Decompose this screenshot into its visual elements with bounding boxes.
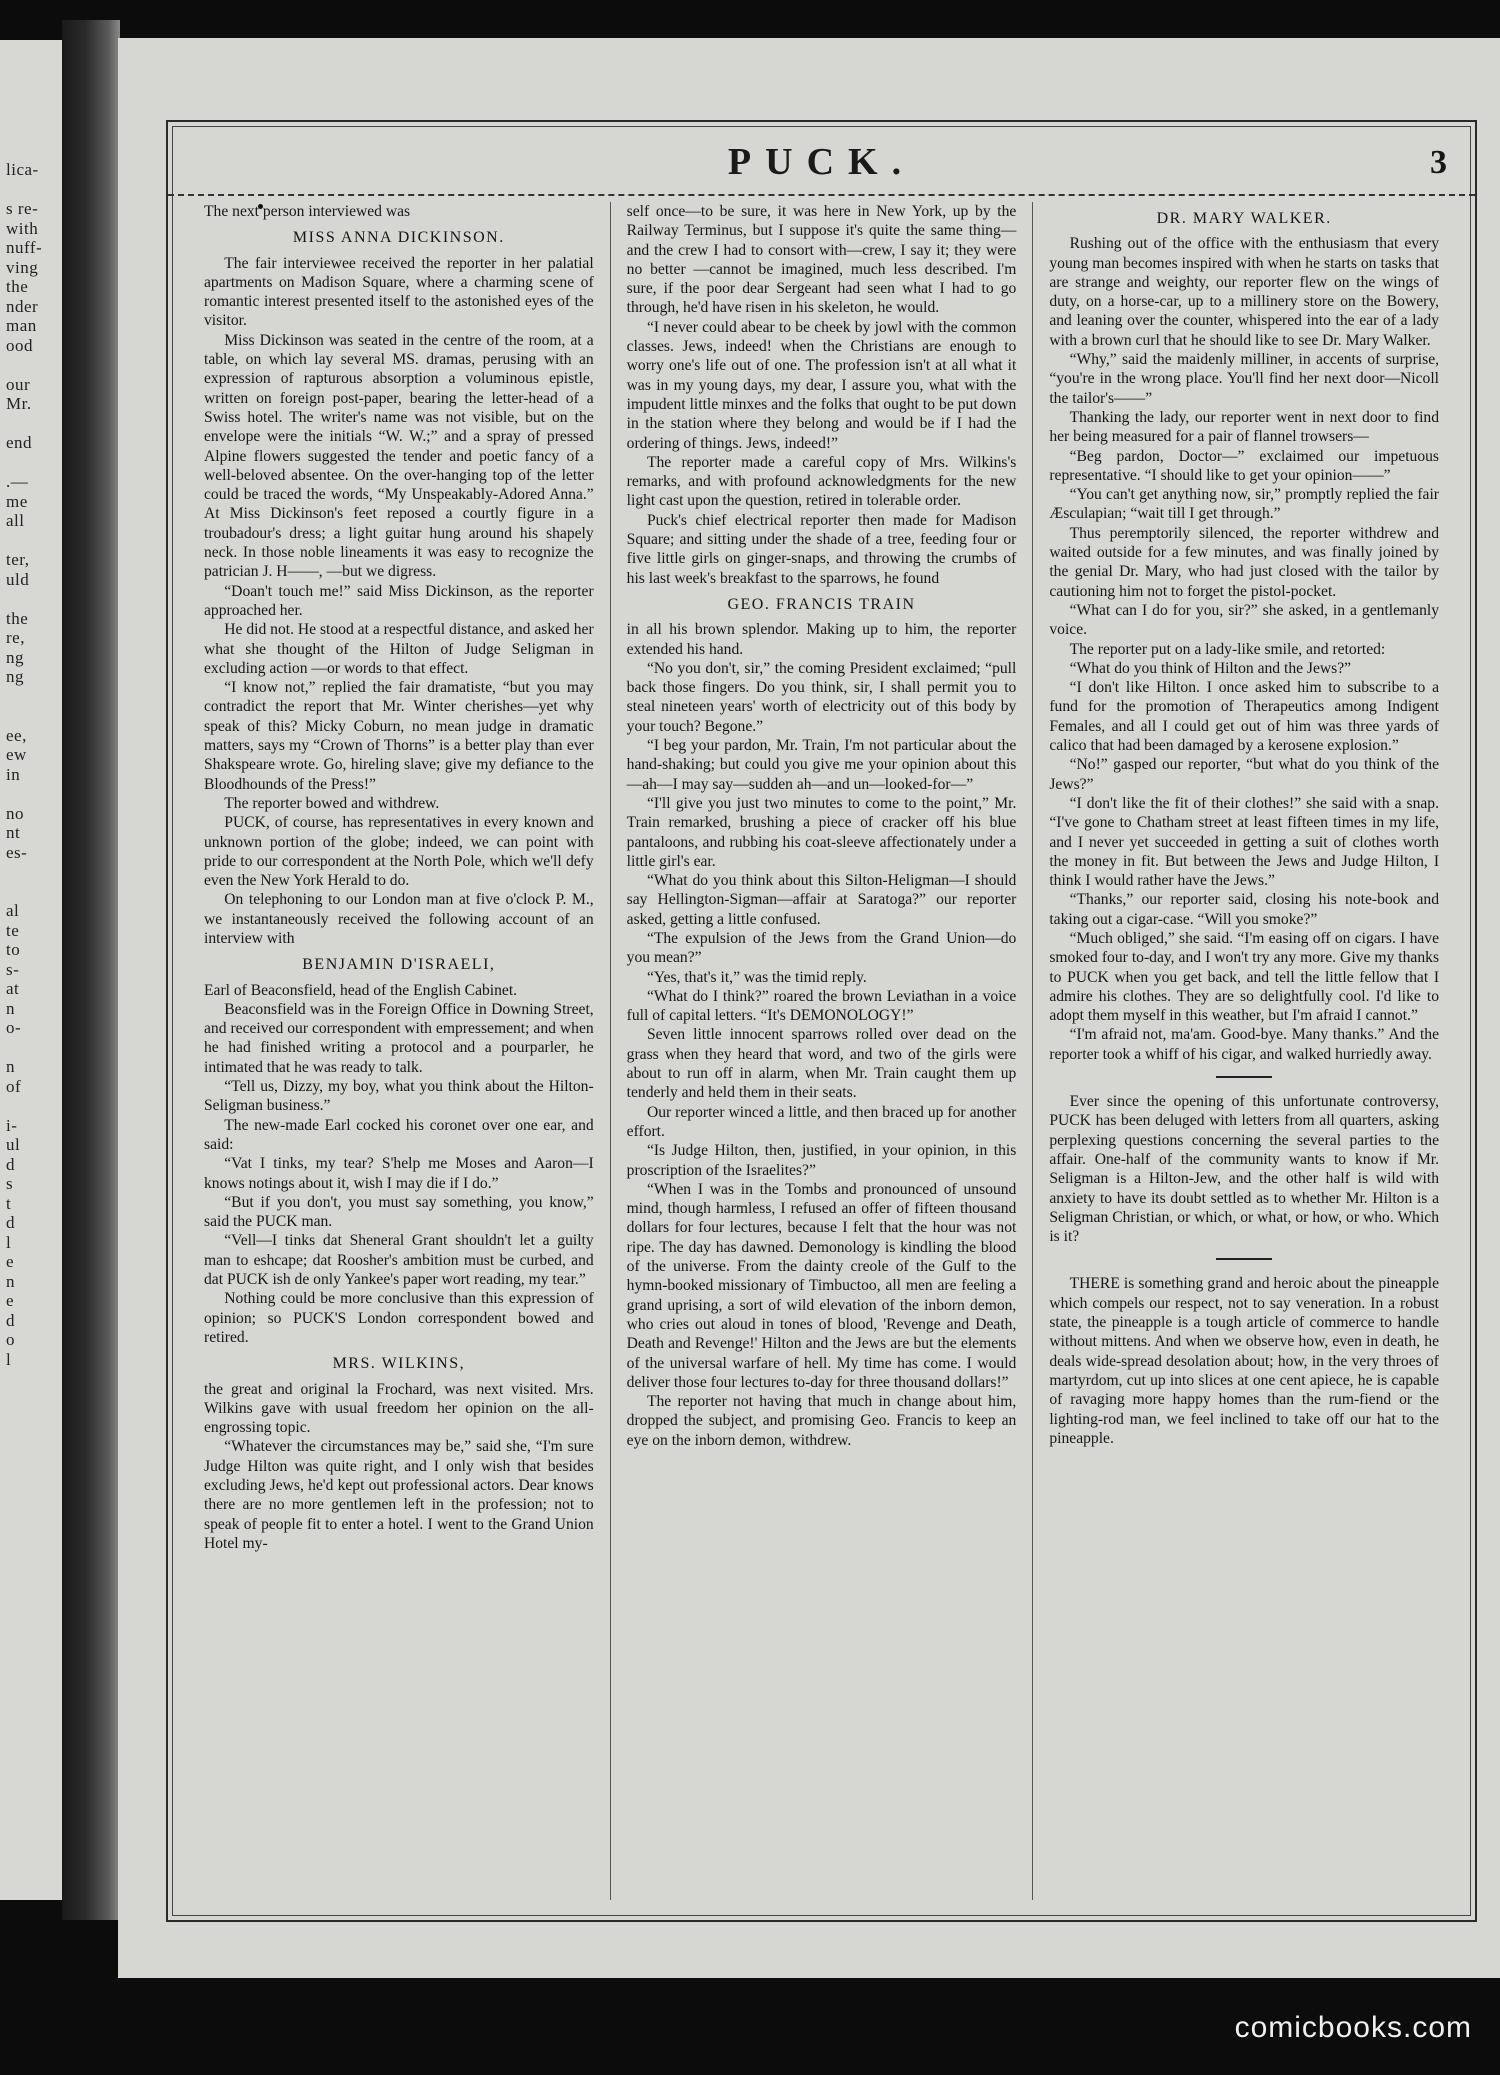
paragraph: “I'm afraid not, ma'am. Good-bye. Many thanks.” And the reporter took a whiff of his cigar, and walked hurriedly away. xyxy=(1049,1026,1440,1063)
column-1 xyxy=(188,202,610,1900)
section-divider xyxy=(1216,1076,1272,1078)
section-heading: BENJAMIN D'ISRAELI, xyxy=(302,956,496,974)
paragraph: The next person interviewed was xyxy=(204,203,411,220)
paragraph: PUCK, of course, has representatives in every known and unknown portion of the globe; indeed, we can point with pride to our correspondent at the North Pole, which we'll defy even the New York Herald to do. xyxy=(204,814,594,890)
paragraph: “Thanks,” our reporter said, closing his note-book and taking out a cigar-case. “Will you smoke?” xyxy=(1049,891,1440,928)
paragraph: “What can I do for you, sir?” she asked, in a gentlemanly voice. xyxy=(1049,601,1440,639)
site-watermark: comicbooks.com xyxy=(1234,2011,1472,2044)
paragraph: “Beg pardon, Doctor—” exclaimed our impetuous representative. “I should like to get your opinion——” xyxy=(1049,447,1440,484)
section-divider xyxy=(1216,1258,1272,1260)
paragraph: “But if you don't, you must say something, you know,” said the PUCK man. xyxy=(204,1193,594,1231)
paragraph: “What do you think of Hilton and the Jews?” xyxy=(1069,659,1352,677)
paragraph: in all his brown splendor. Making up to him, the reporter extended his hand. xyxy=(626,621,1017,658)
masthead-rule xyxy=(168,194,1475,196)
paragraph: Our reporter winced a little, and then braced up for another effort. xyxy=(626,1103,1017,1140)
paragraph: “Tell us, Dizzy, my boy, what you think about the Hilton-Seligman business.” xyxy=(204,1078,594,1115)
section-heading: MRS. WILKINS, xyxy=(332,1355,466,1373)
paragraph: Earl of Beaconsfield, head of the English Cabinet. xyxy=(204,981,518,999)
paragraph: “Doan't touch me!” said Miss Dickinson, as the reporter approached her. xyxy=(204,582,594,619)
masthead xyxy=(168,134,1475,186)
paragraph: On telephoning to our London man at five o'clock P. M., we instantaneously received the following account of an interview with xyxy=(204,891,594,947)
paragraph: The reporter made a careful copy of Mrs. Wilkins's remarks, and with profound acknowledgments for the new light cast upon the question, retired in tolerable order. xyxy=(626,453,1017,510)
paragraph: self once—to be sure, it was here in New York, up by the Railway Terminus, but I suppose it's quite the same thing—and the crew I had to consort with—crew, I say it; they were no better —cannot be imagined, much less described. I'm sure, if the poor dear Sergeant had seen what I had to go through, he'd have risen in his skeleton, he would. xyxy=(626,203,1017,317)
paragraph: Miss Dickinson was seated in the centre of the room, at a table, on which lay several MS. dramas, perusing with an expression of rapturous absorption a voluminous epistle, written on foreign post-paper, bearing the letter-head of a Swiss hotel. The writer's name was not visible, but on the envelope were the initials “W. W.;” and a spray of pressed Alpine flowers suggested the tender and poetic fancy of a well-beloved absentee. On the over-hanging top of the letter could be traced the words, “My Unspeakably-Adored Anna.” At Miss Dickinson's feet reposed a courtly figure in a troubadour's dress; a light guitar hung around his shapely neck. In those noble lineaments it was easy to recognize the patrician J. H——, —but we digress. xyxy=(204,331,594,581)
section-heading: DR. MARY WALKER. xyxy=(1156,210,1332,227)
paragraph: “I know not,” replied the fair dramatiste, “but you may contradict the report that Mr. Winter cherishes—yet why speak of this? Micky Coburn, no mean judge in dramatic matters, says my “Crown of Thorns” is a better play than ever Shakspeare wrote. Go, hireling slave; give my defiance to the Bloodhounds of the Press!” xyxy=(204,679,594,793)
paragraph: “Much obliged,” she said. “I'm easing off on cigars. I have smoked four to-day, and I won't try any more. Give my thanks to PUCK when you get back, and tell the little fellow that I admire his clothes. They are so delightfully cool. I'd like to adopt them myself in this weather, but I'm afraid I cannot.” xyxy=(1049,929,1440,1025)
paragraph: Seven little innocent sparrows rolled over dead on the grass when they heard that word, and two of the girls were about to run off in alarm, when Mr. Train caught them up tenderly and held them in their seats. xyxy=(626,1026,1017,1102)
paragraph: “No you don't, sir,” the coming President exclaimed; “pull back those fingers. Do you think, sir, I shall permit you to steal nineteen years' worth of electricity out of this body by your touch? Begone.” xyxy=(626,659,1017,735)
paragraph: “What do I think?” roared the brown Leviathan in a voice full of capital letters. “It's DEMONOLOGY!” xyxy=(626,987,1017,1025)
masthead-title: PUCK. xyxy=(727,141,916,183)
paragraph: Thus peremptorily silenced, the reporter withdrew and waited outside for a few minutes, and was finally joined by the genial Dr. Mary, who had just closed with the tailor by cautioning him not to forget the pistol-pocket. xyxy=(1049,524,1440,600)
paragraph: Puck's chief electrical reporter then made for Madison Square; and sitting under the shade of a tree, feeding four or five little girls on ginger-snaps, and throwing the crumbs of his last week's breakfast to the sparrows, he found xyxy=(626,511,1017,587)
section-heading: MISS ANNA DICKINSON. xyxy=(292,229,505,247)
paragraph: The new-made Earl cocked his coronet over one ear, and said: xyxy=(204,1116,594,1153)
paragraph: “I'll give you just two minutes to come to the point,” Mr. Train remarked, brushing a piece of cracker off his blue pantaloons, and rubbing his coat-sleeve affectionately under a little girl's ear. xyxy=(626,794,1017,870)
paragraph: “Is Judge Hilton, then, justified, in your opinion, in this proscription of the Israelites?” xyxy=(626,1142,1017,1179)
paragraph: “I beg your pardon, Mr. Train, I'm not particular about the hand-shaking; but could you give me your opinion about this—ah—I may say—sudden ah—and un—looked-for—” xyxy=(626,737,1017,793)
paragraph: “No!” gasped our reporter, “but what do you think of the Jews?” xyxy=(1049,756,1440,793)
newspaper-page xyxy=(118,38,1500,1978)
paragraph: “You can't get anything now, sir,” promptly replied the fair Æsculapian; “wait till I get through.” xyxy=(1049,486,1440,523)
paragraph: “I don't like the fit of their clothes!” she said with a snap. “I've gone to Chatham street at least fifteen times in my life, and I never yet succeeded in getting a suit of clothes worth the money in fit. But between the Jews and Judge Hilton, I think I would rather have the Jews.” xyxy=(1049,794,1440,890)
page-number: 3 xyxy=(1430,144,1447,181)
paragraph: Ever since the opening of this unfortunate controversy, PUCK has been deluged with letters from all quarters, asking perplexing questions concerning the several parties to the affair. One-half of the community wants to know if Mr. Seligman is a Hilton-Jew, and the other half is wild with anxiety to have its doubt settled as to whether Mr. Hilton is a Seligman Christian, or which, or what, or how, or who. Which is it? xyxy=(1049,1093,1440,1246)
previous-page-fragments: lica- s re- with nuff- ving the nder man ood our Mr. end .— me all ter, uld the re, ng ng ee, ew in no nt es- al te to s- at n o- n of i- ul d s t d l e n e d o l xyxy=(6,160,43,1369)
paragraph: “What do you think about this Silton-Heligman—I should say Hellington-Sigman—affair at Saratoga?” our reporter asked, getting a little confused. xyxy=(626,872,1017,928)
paragraph: “Yes, that's it,” was the timid reply. xyxy=(646,968,867,986)
paragraph: He did not. He stood at a respectful distance, and asked her what she thought of the Hilton of Judge Seligman in excluding action —or words to that effect. xyxy=(204,621,594,677)
paragraph: “Whatever the circumstances may be,” said she, “I'm sure Judge Hilton was quite right, and I only wish that besides excluding Jews, he'd kept out professional actors. Dear knows there are no more gentlemen left in the profession; not to speak of people fit to enter a hotel. I went to the Grand Union Hotel my- xyxy=(204,1438,594,1552)
paragraph: “The expulsion of the Jews from the Grand Union—do you mean?” xyxy=(626,929,1017,967)
paragraph: The reporter bowed and withdrew. xyxy=(224,794,440,812)
article-columns xyxy=(188,202,1455,1900)
previous-page-sliver xyxy=(0,40,62,1900)
paragraph: The fair interviewee received the reporter in her palatial apartments on Madison Square, where a charming scene of romantic interest presented itself to the astonished eyes of the visitor. xyxy=(204,254,594,330)
paragraph: “I don't like Hilton. I once asked him to subscribe to a fund for the promotion of Therapeutics among Indigent Females, and all I could get out of him was three yards of calico that had been damaged by a kerosene explosion.” xyxy=(1049,679,1440,755)
paragraph: Thanking the lady, our reporter went in next door to find her being measured for a pair of flannel trowsers— xyxy=(1049,408,1440,446)
section-heading: GEO. FRANCIS TRAIN xyxy=(727,595,916,613)
paragraph: “Vat I tinks, my tear? S'help me Moses and Aaron—I knows notings about it, wish I may die if I do.” xyxy=(204,1155,594,1192)
column-2 xyxy=(610,202,1033,1900)
paragraph: “Vell—I tinks dat Sheneral Grant shouldn't let a guilty man to eshcape; dat Roosher's ambition must be curbed, and dat PUCK ish de only Yankee's paper wort reading, my tear.” xyxy=(204,1232,594,1289)
paragraph: “When I was in the Tombs and pronounced of unsound mind, though harmless, I refused an offer of fifteen thousand dollars for four lectures, because I felt that the hour was not ripe. The day has dawned. Demonology is kindling the blood of the universe. From the dainty creole of the Gulf to the hymn-booked missionary of Timbuctoo, all men are feeling a grand uprising, a sort of wild elevation of the inborn demon, who cries out aloud in tones of blood, 'Revenge and Death, Death and Revenge!' Hilton and the Jews are but the elements of the universal warfare of hell. My time has come. I would deliver those four lectures to-day for three thousand dollars!” xyxy=(626,1180,1017,1391)
paragraph: the great and original la Frochard, was next visited. Mrs. Wilkins gave with usual freedom her opinion on the all-engrossing topic. xyxy=(204,1380,594,1437)
paragraph: Beaconsfield was in the Foreign Office in Downing Street, and received our correspondent with empressement; and when he had finished writing a protocol and a pourparler, he intimated that he was ready to talk. xyxy=(204,1000,594,1076)
column-3 xyxy=(1032,202,1455,1900)
page-frame xyxy=(166,120,1477,1922)
paragraph: THERE is something grand and heroic about the pineapple which compels our respect, not to say veneration. In a robust state, the pineapple is a tough article of commerce to handle without mittens. And when we observe how, even in death, he deals wide-spread desolation about; how, in the very throes of martyrdom, cut up into slices at one cent apiece, he is capable of ravaging more happy homes than the rum-fiend or the lighting-rod man, we feel inclined to take off our hat to the pineapple. xyxy=(1049,1275,1440,1447)
book-gutter xyxy=(62,20,120,1920)
paragraph: Nothing could be more conclusive than this expression of opinion; so PUCK'S London correspondent bowed and retired. xyxy=(204,1290,594,1346)
paragraph: The reporter put on a lady-like smile, and retorted: xyxy=(1069,640,1386,658)
paragraph: “Why,” said the maidenly milliner, in accents of surprise, “you're in the wrong place. You'll find her next door—Nicoll the tailor's——” xyxy=(1049,351,1440,407)
paragraph: “I never could abear to be cheek by jowl with the common classes. Jews, indeed! when the Christians are enough to worry one's life out of one. The profession isn't at all what it was in my young days, my dear, I assure you, what with the impudent little minxes and the folks that ought to be put down in the station where they belong and would be if I had the ordering of things. Jews, indeed!” xyxy=(626,318,1017,452)
paragraph: Rushing out of the office with the enthusiasm that every young man becomes inspired with when he starts on tasks that are strange and weighty, our reporter flew on the wings of duty, on a horse-car, up to a millinery store on the Bowery, and leaning over the counter, whispered into the ear of a lady with a brown curl that he should like to see Dr. Mary Walker. xyxy=(1049,235,1440,349)
paragraph: The reporter not having that much in change about him, dropped the subject, and promising Geo. Francis to keep an eye on the inborn demon, withdrew. xyxy=(626,1393,1017,1449)
